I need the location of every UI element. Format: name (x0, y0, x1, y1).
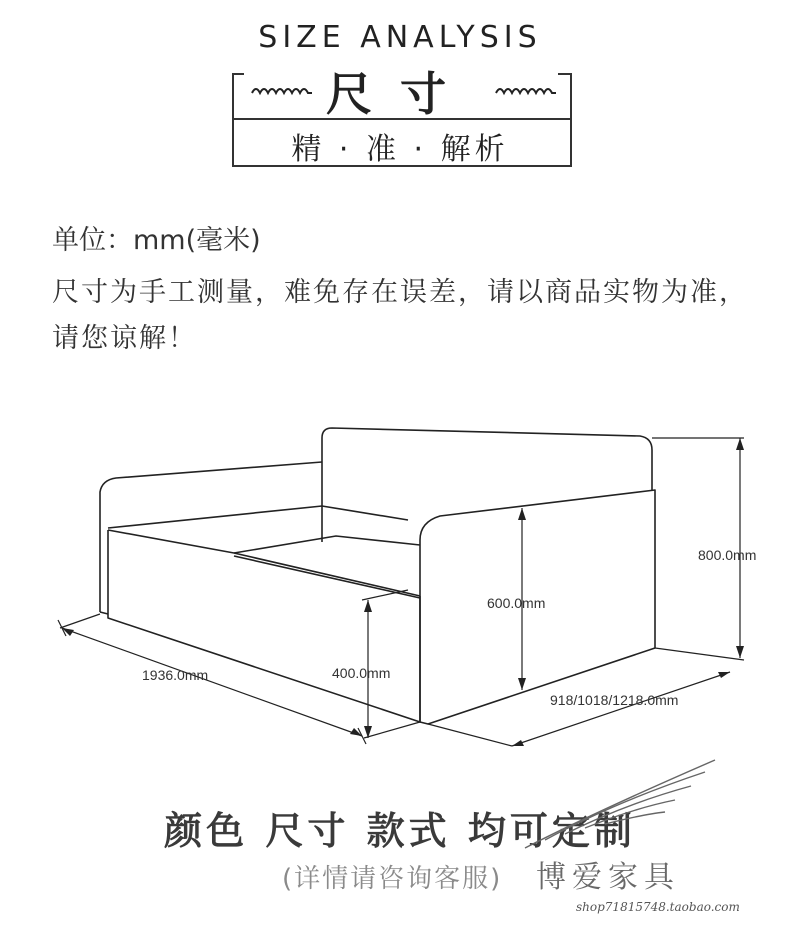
base-front (108, 530, 420, 722)
arm-height-label: 600.0mm (487, 595, 546, 611)
size-heading: 尺寸 (326, 67, 474, 121)
back-panel (322, 428, 652, 542)
sofa-dimension-diagram (0, 400, 800, 760)
seat-top (108, 506, 408, 528)
size-analysis-title: SIZE ANALYSIS (258, 20, 542, 55)
seat-height-label: 400.0mm (332, 665, 391, 681)
frame-divider (232, 118, 570, 120)
customization-slogan: 颜色 尺寸 款式 均可定制 (164, 809, 636, 853)
seat-split (234, 536, 420, 553)
wing-logo-icon (505, 752, 725, 852)
precise-analysis-subtitle: 精 · 准 · 解析 (291, 132, 509, 167)
contact-note: (详情请咨询客服) (282, 864, 503, 894)
shop-url: shop71815748.taobao.com (576, 900, 740, 914)
measurement-note: 尺寸为手工测量，难免存在误差，请以商品实物为准，请您谅解！ (52, 277, 748, 354)
length-label: 1936.0mm (142, 667, 209, 683)
depth-label: 918/1018/1218.0mm (550, 692, 679, 708)
back-height-label: 800.0mm (698, 547, 757, 563)
brand-name: 博爱家具 (536, 860, 680, 895)
unit-text: 单位：mm(毫米) (52, 225, 261, 256)
left-armrest (100, 462, 322, 612)
